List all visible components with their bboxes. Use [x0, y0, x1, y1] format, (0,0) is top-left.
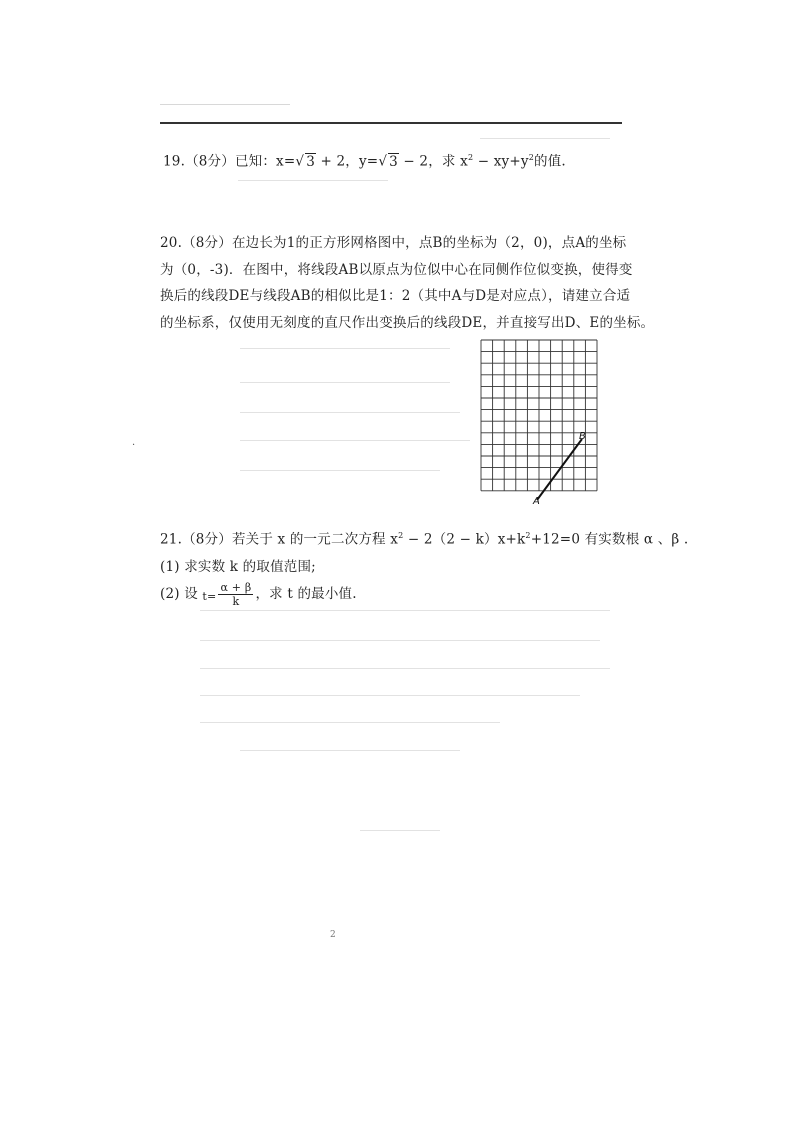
bleed-line — [240, 440, 470, 441]
q21-exponent: 2 — [525, 531, 531, 540]
bleed-line — [200, 695, 580, 696]
q21-exponent: 2 — [398, 531, 404, 540]
q21-t-var: t= — [202, 589, 217, 603]
q19-radicand: 3 — [389, 153, 398, 170]
q21-part-2 — [160, 581, 688, 610]
point-b-label: B — [579, 431, 586, 442]
q19-text: − xy+y — [473, 153, 529, 170]
bleed-line — [240, 750, 460, 751]
square-grid-figure — [479, 338, 599, 508]
scan-mark: · — [132, 440, 136, 451]
q19-text: 的值. — [534, 153, 566, 170]
q21-text: (2) 设 — [160, 585, 203, 602]
bleed-line — [200, 640, 600, 641]
faint-rule — [160, 104, 290, 105]
q21-fraction — [218, 581, 253, 608]
grid-svg — [479, 338, 599, 504]
page-number: 2 — [330, 930, 336, 940]
bleed-line — [200, 668, 610, 669]
q20-line: 的坐标系，仅使用无刻度的直尺作出变换后的线段DE，并直接写出D、E的坐标。 — [160, 314, 655, 331]
bleed-line — [480, 138, 610, 139]
q20-line: 为（0，-3)．在图中，将线段AB以原点为位似中心在同侧作位似变换，使得变 — [160, 261, 633, 278]
q19-text: + 2， — [316, 153, 359, 170]
q21-text: +12=0 有实数根 α 、β . — [530, 531, 689, 548]
bleed-line — [360, 830, 440, 831]
point-a-label: A — [533, 496, 540, 504]
q19-exponent: 2 — [528, 153, 535, 162]
q21-text: 21.（8分）若关于 x 的一元二次方程 x — [160, 531, 399, 548]
q21-line — [160, 522, 688, 554]
sqrt-sign-icon: √ — [295, 153, 305, 170]
header-rule — [160, 122, 622, 124]
bleed-line — [240, 470, 440, 471]
question-19 — [163, 146, 566, 174]
q19-text: 19.（8分）已知：x= — [163, 153, 296, 170]
bleed-line — [238, 180, 388, 181]
q21-part-1: (1) 求实数 k 的取值范围; — [160, 558, 316, 575]
q20-line: 20.（8分）在边长为1的正方形网格图中，点B的坐标为（2，0)，点A的坐标 — [160, 235, 627, 251]
q19-text: − 2，求 x — [398, 153, 468, 170]
grid-lines — [481, 340, 597, 491]
bleed-line — [240, 412, 460, 413]
bleed-line — [200, 722, 500, 723]
bleed-line — [240, 348, 450, 349]
q19-radicand: 3 — [306, 153, 315, 170]
q19-exponent: 2 — [467, 153, 474, 162]
bleed-line — [200, 610, 610, 611]
sqrt-sign-icon: √ — [378, 153, 388, 170]
bleed-line — [240, 382, 450, 383]
q21-text: ，求 t 的最小值. — [255, 585, 357, 602]
q21-text: − 2（2 − k）x+k — [403, 531, 526, 548]
q19-text: y= — [358, 153, 379, 170]
question-21 — [160, 522, 688, 610]
q20-line: 换后的线段DE与线段AB的相似比是1：2（其中A与D是对应点），请建立合适 — [160, 288, 631, 304]
question-20 — [160, 230, 654, 336]
fraction-numerator: α + β — [220, 580, 252, 594]
fraction-denominator: k — [232, 594, 240, 608]
